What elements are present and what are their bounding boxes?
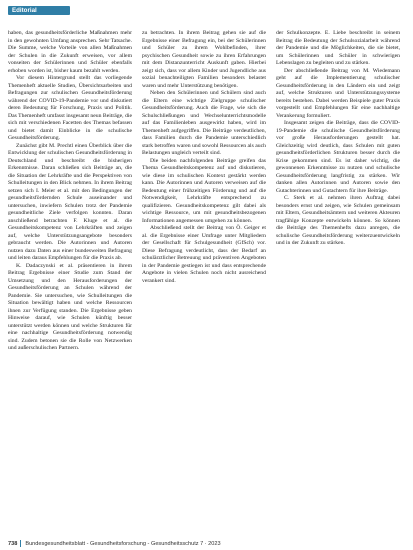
- journal-citation: Bundesgesundheitsblatt - Gesundheitsforschung - Gesundheitsschutz 7 · 2023: [25, 541, 221, 547]
- paragraph: Vor diesem Hintergrund stellt das vorliegende Themenheft aktuelle Studien, Übersichtsarbeiten und Befragungen zur schulischen Gesundheitsförderung während der COVID-19-Pandemie vor und diskutiert deren Bedeutung für Forschung, Praxis und Politik. Das Themenheft umfasst insgesamt neun Beiträge, die sich mit verschiedenen Facetten des Themas befassen und bietet damit Einblicke in die schulische Gesundheitsförderung.: [8, 75, 132, 141]
- paragraph: Neben den Schülerinnen und Schülern sind auch die Eltern eine wichtige Zielgruppe schulischer Gesundheitsförderung. Auch die Frage, wie sich die Schulschließungen und Wechselunterrichtsmodelle auf das Familienleben ausgewirkt haben, wird im Themenheft aufgegriffen. Die Beiträge verdeutlichen, dass Familien durch die Pandemie unterschiedlich stark betroffen waren und sowohl Ressourcen als auch Belastungen ungleich verteilt sind.: [142, 90, 266, 156]
- text-column-1: [8, 30, 132, 527]
- paragraph: Zunächst gibt M. Prechtl einen Überblick über die Entwicklung der schulischen Gesundheitsförderung in Deutschland und beschreibt die bisherigen Erkenntnisse. Daran schließen sich Beiträge an, die die Situation der Lehrkräfte und die Perspektiven von Schulleitungen in den Blick nehmen. In ihrem Beitrag setzen sich I. Meier et al. mit den Bedingungen der gesundheitsfördernden Schule auseinander und untersuchen, inwiefern Schulen trotz der Pandemie gesundheitliche Ziele verfolgen konnten. Daran anschließend betrachten F. Kluge et al. die Gesundheitskompetenz von Lehrkräften und zeigen auf, welche Unterstützungsangebote besonders gebraucht werden. Die Autorinnen und Autoren nutzen dazu Daten aus einer bundesweiten Befragung und leiten daraus Empfehlungen für die Praxis ab.: [8, 142, 132, 261]
- paragraph: K. Dadaczynski et al. präsentieren in ihrem Beitrag Ergebnisse einer Studie zum Stand der Umsetzung und den Herausforderungen der Gesundheitsförderung an Schulen während der Pandemie. Sie untersuchen, wie Schulleitungen die Situation bewältigt haben und welche Ressourcen ihnen zur Verfügung standen. Die Ergebnisse geben Hinweise darauf, wie Schulen künftig besser unterstützt werden können und welche Strukturen für eine nachhaltige Gesundheitsförderung notwendig sind. Zudem betonen sie die Rolle von Netzwerken und außerschulischen Partnern.: [8, 262, 132, 351]
- text-column-2: [142, 30, 266, 527]
- paragraph: Die beiden nachfolgenden Beiträge greifen das Thema Gesundheitskompetenz auf und diskutieren, wie diese im schulischen Kontext gestärkt werden kann. Die Autorinnen und Autoren verweisen auf die Bedeutung einer frühzeitigen Förderung und auf die Notwendigkeit, Lehrkräfte entsprechend zu qualifizieren. Gesundheitskompetenz gilt dabei als wichtige Ressource, um mit gesundheitsbezogenen Informationen angemessen umgehen zu können.: [142, 157, 266, 224]
- paragraph: der Schulkonzepte. E. Liebe beschreibt in seinem Beitrag die Bedeutung der Schulsozialarbeit während der Pandemie und die Möglichkeiten, die sie bietet, um Schülerinnen und Schüler in schwierigen Lebenslagen zu begleiten und zu stärken.: [276, 30, 400, 66]
- paragraph: C. Sterk et al. nehmen ihren Auftrag dabei besonders ernst und zeigen, wie Schulen gemeinsam mit Eltern, Gesundheitsämtern und weiteren Akteuren tragfähige Konzepte entwickeln können. So können die Beiträge des Themenhefts dazu anregen, die schulische Gesundheitsförderung weiterzuentwickeln und in der Zukunft zu stärken.: [276, 195, 400, 246]
- paragraph: Insgesamt zeigen die Beiträge, dass die COVID-19-Pandemie die schulische Gesundheitsförderung vor große Herausforderungen gestellt hat. Gleichzeitig wird deutlich, dass Schulen mit guten gesundheitsförderlichen Strukturen besser durch die Krise gekommen sind. Es ist daher wichtig, die gewonnenen Erkenntnisse zu nutzen und schulische Gesundheitsförderung langfristig zu stärken. Wir danken allen Autorinnen und Autoren sowie den Gutachterinnen und Gutachtern für ihre Beiträge.: [276, 120, 400, 194]
- article-body: [8, 30, 405, 527]
- paragraph: haben, das gesundheitsförderliche Maßnahmen mehr in den gewohnten Umfang ansprechen. Sehr Tatsache. Die Summe, welche Vorteile von allen Maßnahmen der Schulen in die Zukunft erweisen, vor allem vonseiten der Schülerinnen und Schüler ebenfalls erhoben worden ist, bisher kaum bezahlt werden.: [8, 30, 132, 74]
- page-number: 738: [8, 541, 18, 547]
- page-footer: [8, 540, 408, 549]
- footer-divider: [20, 540, 21, 547]
- paragraph: zu betrachten. In ihrem Beitrag gehen sie auf die Ergebnisse einer Befragung ein, bei der Schülerinnen und Schüler zu ihrem Wohlbefinden, ihrer psychischen Gesundheit sowie zu ihren Erfahrungen mit dem Distanzunterricht Auskunft gaben. Hierbei zeigt sich, dass vor allem Kinder und Jugendliche aus sozial benachteiligten Familien besonders belastet waren und mehr Unterstützung benötigen.: [142, 30, 266, 89]
- section-label: Editorial: [8, 6, 70, 15]
- text-column-3: [276, 30, 400, 527]
- paragraph: Der abschließende Beitrag von M. Wiedemann geht auf die Implementierung schulischer Gesundheitsförderung in den Ländern ein und zeigt auf, welche Strukturen und Unterstützungssysteme bereits bestehen. Dabei werden Beispiele guter Praxis vorgestellt und Empfehlungen für eine nachhaltige Verankerung formuliert.: [276, 67, 400, 119]
- paragraph: Abschließend stellt der Beitrag von Ö. Geiger et al. die Ergebnisse einer Umfrage unter Mitgliedern der Gesellschaft für Schulgesundheit (GfSch) vor. Diese Befragung verdeutlicht, dass der Bedarf an schulärztlicher Betreuung und präventiven Angeboten in der Pandemie gestiegen ist und dass entsprechende Angebote in vielen Schulen noch nicht ausreichend verankert sind.: [142, 225, 266, 284]
